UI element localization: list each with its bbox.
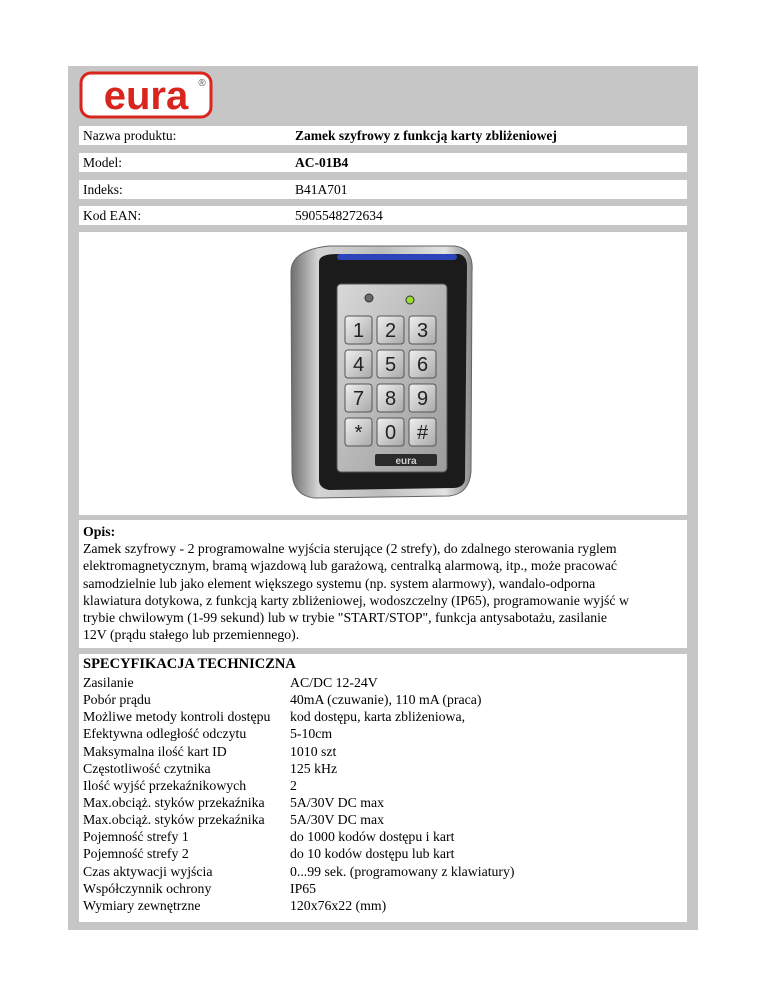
device-brand-plate: eura xyxy=(395,456,417,467)
spec-row xyxy=(83,674,683,691)
product-info-row xyxy=(79,126,687,145)
registered-mark: ® xyxy=(198,78,206,89)
description-section xyxy=(79,520,687,648)
spec-row xyxy=(83,845,683,862)
spec-key: Możliwe metody kontroli dostępu xyxy=(83,709,271,725)
spec-key: Częstotliwość czytnika xyxy=(83,760,211,776)
product-photo xyxy=(79,232,687,515)
spec-key: Czas aktywacji wyjścia xyxy=(83,863,213,879)
spec-value: 5A/30V DC max xyxy=(290,812,385,828)
description-line: elektromagnetycznym, bramą wjazdową lub garażową, centralką alarmową, itp., może pracować xyxy=(83,558,617,574)
spec-value: 1010 szt xyxy=(290,743,337,759)
keypad-key-label: 5 xyxy=(384,354,397,376)
spec-value: IP65 xyxy=(290,880,317,896)
product-info-value: 5905548272634 xyxy=(295,208,383,223)
spec-value: 40mA (czuwanie), 110 mA (praca) xyxy=(290,692,482,708)
spec-value: 0...99 sek. (programowany z klawiatury) xyxy=(290,863,515,879)
product-info-label: Nazwa produktu: xyxy=(83,128,177,143)
description-text xyxy=(83,540,683,644)
keypad-key-label: 6 xyxy=(416,354,429,376)
product-info-row xyxy=(79,180,687,199)
spec-key: Zasilanie xyxy=(83,675,134,690)
spec-key: Pobór prądu xyxy=(83,692,151,708)
product-info-row xyxy=(79,153,687,172)
eura-logo-graphic xyxy=(79,70,213,120)
spec-value: 2 xyxy=(290,777,297,793)
keypad-key-label: 3 xyxy=(416,320,429,342)
eura-logo xyxy=(79,70,213,120)
spec-row xyxy=(83,863,683,880)
description-line: samodzielnie lub jako element większego systemu (np. system alarmowy), wandalo-odporna xyxy=(83,575,596,591)
spec-row xyxy=(83,794,683,811)
description-line: trybie chwilowym (1-99 sekund) lub w trybie "START/STOP", funkcja antysabotażu, zasilanie xyxy=(83,610,608,626)
spec-key: Max.obciąż. styków przekaźnika xyxy=(83,812,265,828)
logo-text: eura xyxy=(103,74,189,118)
spec-row xyxy=(83,811,683,828)
keypad-key-label: 8 xyxy=(384,388,397,410)
spec-row xyxy=(83,880,683,897)
spec-key: Max.obciąż. styków przekaźnika xyxy=(83,794,265,810)
spec-row xyxy=(83,897,683,914)
spec-row xyxy=(83,743,683,760)
spec-value: do 1000 kodów dostępu i kart xyxy=(290,829,455,845)
spec-key: Pojemność strefy 2 xyxy=(83,846,189,862)
description-line: klawiatura dotykowa, z funkcją karty zbliżeniowej, wodoszczelny (IP65), programowanie wyjść w xyxy=(83,592,629,608)
keypad-key-label: 0 xyxy=(384,422,397,444)
spec-row xyxy=(83,691,683,708)
specification-table xyxy=(83,674,683,914)
keypad-key-label: 9 xyxy=(416,388,429,410)
spec-key: Współczynnik ochrony xyxy=(83,880,212,896)
spec-value: 5-10cm xyxy=(290,726,333,742)
spec-value: do 10 kodów dostępu lub kart xyxy=(290,846,455,862)
keypad-key-label: * xyxy=(354,422,363,444)
spec-row xyxy=(83,708,683,725)
spec-key: Pojemność strefy 1 xyxy=(83,829,189,845)
product-info-value: B41A701 xyxy=(295,182,348,197)
spec-key: Wymiary zewnętrzne xyxy=(83,897,201,913)
spec-row xyxy=(83,777,683,794)
description-heading: Opis: xyxy=(83,524,116,539)
specification-heading: SPECYFIKACJA TECHNICZNA xyxy=(83,656,296,672)
keypad-key-label: 2 xyxy=(384,320,397,342)
product-info-row xyxy=(79,206,687,225)
spec-row xyxy=(83,725,683,742)
product-info-value: Zamek szyfrowy z funkcją karty zbliżeniowej xyxy=(295,128,557,143)
product-info-value: AC-01B4 xyxy=(295,155,349,170)
specification-section xyxy=(79,654,687,922)
spec-key: Maksymalna ilość kart ID xyxy=(83,743,227,759)
spec-row xyxy=(83,760,683,777)
spec-value: 120x76x22 (mm) xyxy=(290,897,387,913)
keypad-key-label: # xyxy=(416,422,429,444)
keypad-key-label: 7 xyxy=(352,388,365,410)
spec-value: 125 kHz xyxy=(290,760,338,776)
spec-key: Ilość wyjść przekaźnikowych xyxy=(83,777,247,793)
spec-value: 5A/30V DC max xyxy=(290,794,385,810)
product-info-label: Kod EAN: xyxy=(83,208,142,223)
spec-key: Efektywna odległość odczytu xyxy=(83,726,247,742)
keypad-key-label: 1 xyxy=(352,320,365,342)
product-info-label: Model: xyxy=(83,155,122,170)
description-line: Zamek szyfrowy - 2 programowalne wyjścia sterujące (2 strefy), do zdalnego sterowania ryglem xyxy=(83,541,617,556)
product-info-label: Indeks: xyxy=(83,182,123,197)
spec-value: kod dostępu, karta zbliżeniowa, xyxy=(290,709,466,725)
spec-row xyxy=(83,828,683,845)
description-line: 12V (prądu stałego lub przemiennego). xyxy=(83,627,300,643)
keypad-device-image xyxy=(79,232,687,515)
spec-value: AC/DC 12-24V xyxy=(290,675,378,690)
keypad-key-label: 4 xyxy=(352,354,365,376)
